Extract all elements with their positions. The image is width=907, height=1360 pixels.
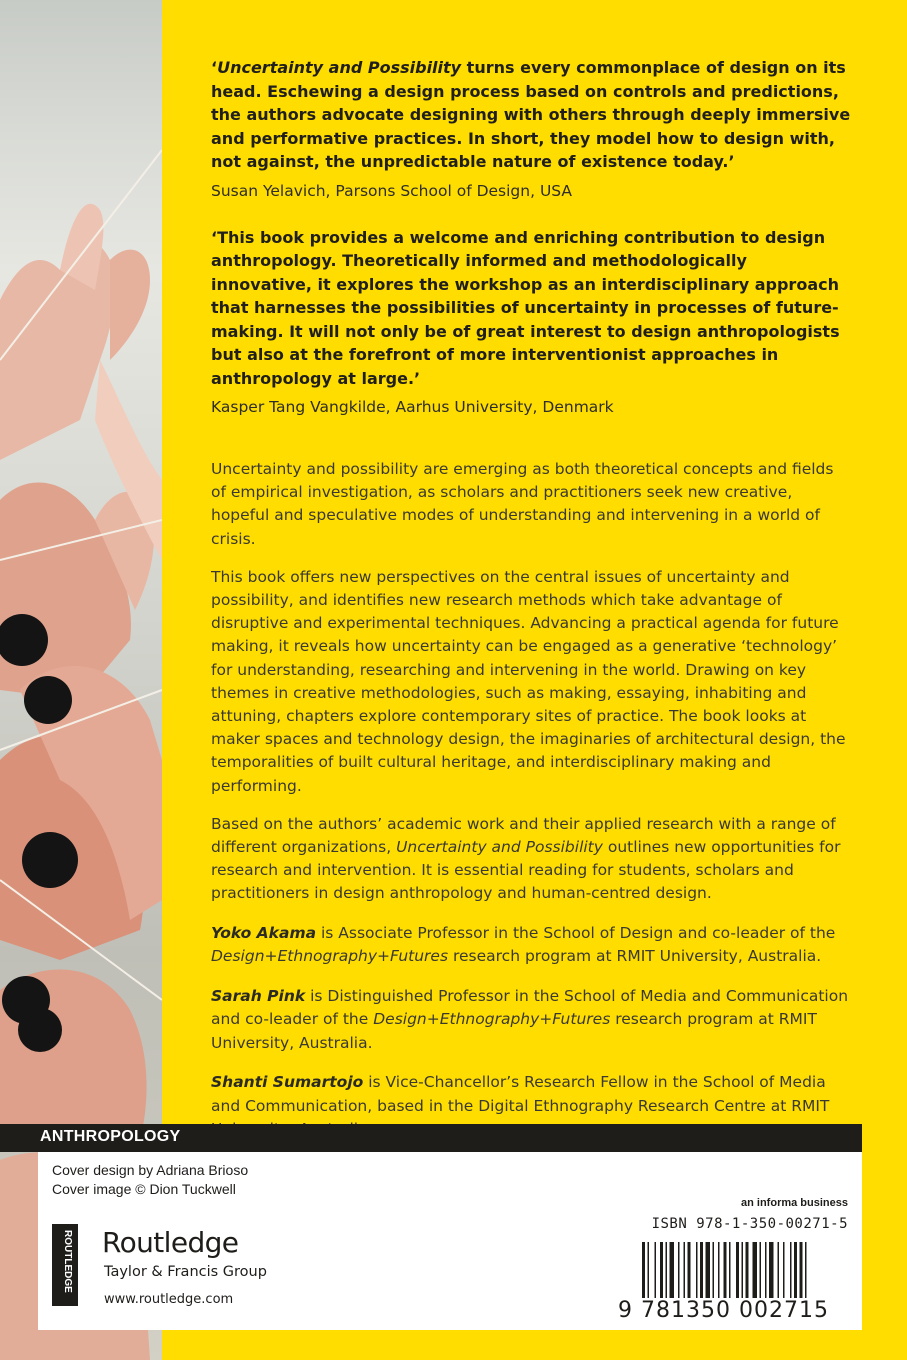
description-p3-title: Uncertainty and Possibility <box>396 838 603 857</box>
isbn-text: ISBN 978-1-350-00271-5 <box>651 1216 848 1232</box>
publisher-group: Taylor & Francis Group <box>104 1264 267 1280</box>
bio-sarah-pink <box>211 985 853 1056</box>
description-p3-end: outlines new opportunities for research and intervention. It is essential reading for students, scholars and practitioners in design anthropology and human-centred design. <box>211 838 841 903</box>
imprint-box <box>38 1152 862 1330</box>
endorsement-1-text: turns every commonplace of design on its head. Eschewing a design process based on controls and predictions, the authors advocate designing with others through deeply immersive and performative practices. In short, they model how to design with, not against, the unpredictable nature of existence today.’ <box>211 58 851 171</box>
endorsement-1: ‘Uncertainty and Possibility turns every commonplace of design on its head. Eschewing a design process based on controls and predictions, the authors advocate designing with others through deeply immersive and performative practices. In short, they model how to design with, not against, the unpredictable nature of existence today.’ <box>211 58 851 171</box>
description-paragraph-1: Uncertainty and possibility are emerging as both theoretical concepts and fields of empirical investigation, as scholars and practitioners seek new creative, hopeful and speculative modes of understanding and intervening in a world of crisis. <box>211 460 834 548</box>
bio-name: Yoko Akama <box>211 923 317 942</box>
bio-text: is Associate Professor in the School of Design and co-leader of the <box>316 923 836 942</box>
description-p3-start: Based on the authors’ academic work and their applied research with a range of different organizations, <box>211 814 836 857</box>
bio-name: Shanti Sumartojo <box>211 1073 364 1092</box>
bio-yoko-akama <box>211 922 853 969</box>
routledge-logo-icon <box>52 1224 78 1306</box>
publisher-name: Routledge <box>102 1226 239 1259</box>
description-paragraph-3 <box>211 813 853 906</box>
bio-text-end: research program at RMIT University, Australia. <box>211 1010 817 1052</box>
endorsement-2: ‘This book provides a welcome and enriching contribution to design anthropology. Theoretically informed and methodologically innovative, it explores the workshop as an interdisciplinary approach that harnesses the possibilities of uncertainty in processes of future-making. It will not only be of great interest to design anthropologists but also at the forefront of more interventionist approaches in anthropology at large.’ <box>211 227 840 388</box>
endorsement-1-title: Uncertainty and Possibility <box>217 58 462 77</box>
bio-program: Design+Ethnography+Futures <box>211 947 449 966</box>
back-cover-text <box>211 56 853 1142</box>
description-paragraph-2: This book offers new perspectives on the central issues of uncertainty and possibility, and identifies new research methods which take advantage of disruptive and experimental techniques. Advancing a practical agenda for future making, it reveals how uncertainty can be engaged as a generative ‘technology’ for understanding, researching and intervening in the world. Drawing on key themes in creative methodologies, such as making, essaying, inhabiting and attuning, chapters explore contemporary sites of practice. The book looks at maker spaces and technology design, the imaginaries of architectural design, the temporalities of built cultural heritage, and interdisciplinary making and performing. <box>211 567 846 795</box>
barcode-digits: 9 781350 002715 <box>618 1298 829 1323</box>
routledge-logo-text: ROUTLEDGE <box>62 1230 73 1293</box>
bio-text: is Distinguished Professor in the School of Media and Communication and co-leader of the <box>211 986 849 1029</box>
informa-tagline: an informa business <box>741 1197 848 1209</box>
bio-text-end: research program at RMIT University, Australia. <box>448 947 822 966</box>
bio-name: Sarah Pink <box>211 986 306 1005</box>
cover-design-credit: Cover design by Adriana Brioso <box>52 1162 249 1178</box>
endorsement-2-attribution: Kasper Tang Vangkilde, Aarhus University, Denmark <box>211 398 614 416</box>
publisher-url[interactable]: www.routledge.com <box>104 1292 234 1307</box>
bio-text: is Vice-Chancellor’s Research Fellow in the School of Media and Communication, based in the Digital Ethnography Research Centre at RMIT <box>211 1073 830 1115</box>
endorsement-1-attribution: Susan Yelavich, Parsons School of Design, USA <box>211 181 573 200</box>
subject-label: ANTHROPOLOGY <box>40 1128 181 1145</box>
subject-bar <box>0 1124 862 1152</box>
bio-program: Design+Ethnography+Futures <box>373 1010 611 1029</box>
cover-image-credit: Cover image © Dion Tuckwell <box>52 1181 236 1197</box>
